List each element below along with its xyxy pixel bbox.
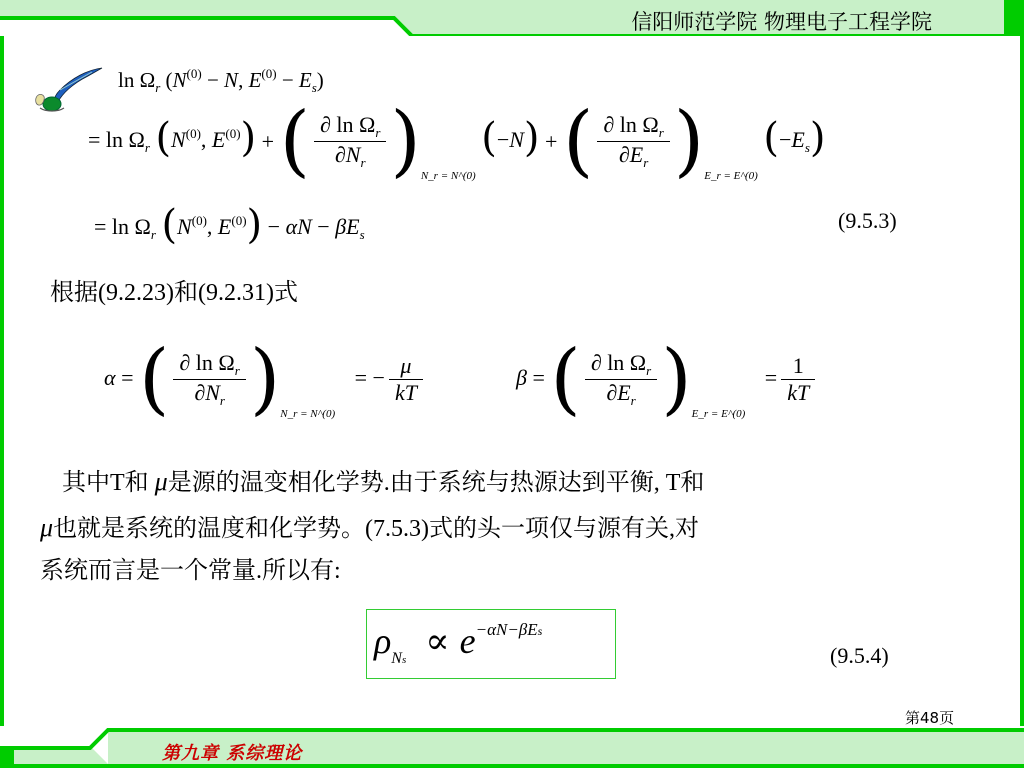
alpha-eval-subscript: N_r = N^(0) [280,408,336,420]
beta-rhs: = [764,365,778,390]
footer-chapter: 第九章 系综理论 [162,743,303,764]
left-border [0,36,6,726]
alpha-numerator: μ [400,353,412,379]
paragraph-line-1-start: 其中T和 [62,470,155,496]
paragraph-line-1-end: 是源的温变相化学势.由于系统与热源达到平衡, T和 [167,470,705,496]
paragraph-line-2-text: 也就是系统的温度和化学势。(7.5.3)式的头一项仅与源有关,对 [53,516,700,542]
alpha-equation: α = ( $\frac{\partial \ln \Omega_r}{\partial N_r}$ )$_{N\_r = N\^{}(0)}$ = − $\frac{\mu}{kT}$ [104,340,427,420]
paragraph-line-1 [62,462,704,497]
beta-numerator: 1 [792,353,804,379]
paragraph-line-3: 系统而言是一个常量.所以有: [40,558,341,584]
equation-line-3: = $\ln \Omega_r$ ($N^{(0)}$, $E^{(0)}) - \alpha N - \beta E_s$ [94,202,365,248]
alpha-denominator: kT [389,379,423,406]
equation-number-9-5-3: (9.5.3) [838,208,897,233]
paragraph-line-2 [40,508,699,543]
eval-subscript-E: E_r = E^(0) [704,170,758,182]
equation-line-2: = $\ln \Omega_r$ ($N^{(0)}$, $E^{(0)}$) + ( $\frac{\partial \ln \Omega_r}{\partial N_r}$ )$_{N\_r = N\^{}(0)}$ (−N) + ( $\frac{\partial \ln \Omega_r}{\partial E_r}$ )$_{E\_r = E\^{}(0)}$ $(-E_s)$ [88,96,826,186]
page-number: 第48页 [905,709,955,727]
mu-symbol-2: μ [40,513,54,542]
beta-denominator: kT [781,379,815,406]
equation-number-9-5-4: (9.5.4) [830,643,889,668]
header-title: 信阳师范学院 物理电子工程学院 [631,10,932,34]
boxed-equation-content: $\rho_{Ns} \propto e^{-\alpha N-\beta Es}$ [374,620,543,667]
footer-band [0,726,1024,768]
reference-text: 根据(9.2.23)和(9.2.31)式 [50,280,298,306]
eval-subscript-N: N_r = N^(0) [420,170,476,182]
mu-symbol: μ [154,467,168,496]
beta-equation: β = ( $\frac{\partial \ln \Omega_r}{\partial E_r}$ )$_{E\_r = E\^{}(0)}$ = $\frac{1}{kT}$ [516,340,819,420]
right-border [1018,36,1024,726]
beta-eval-subscript: E_r = E^(0) [691,408,746,420]
equation-line-1: $\ln \Omega_r$ ($N^{(0)} - N$, $E^{(0)} - E_s$) [118,66,324,95]
alpha-rhs: = − [354,365,385,390]
